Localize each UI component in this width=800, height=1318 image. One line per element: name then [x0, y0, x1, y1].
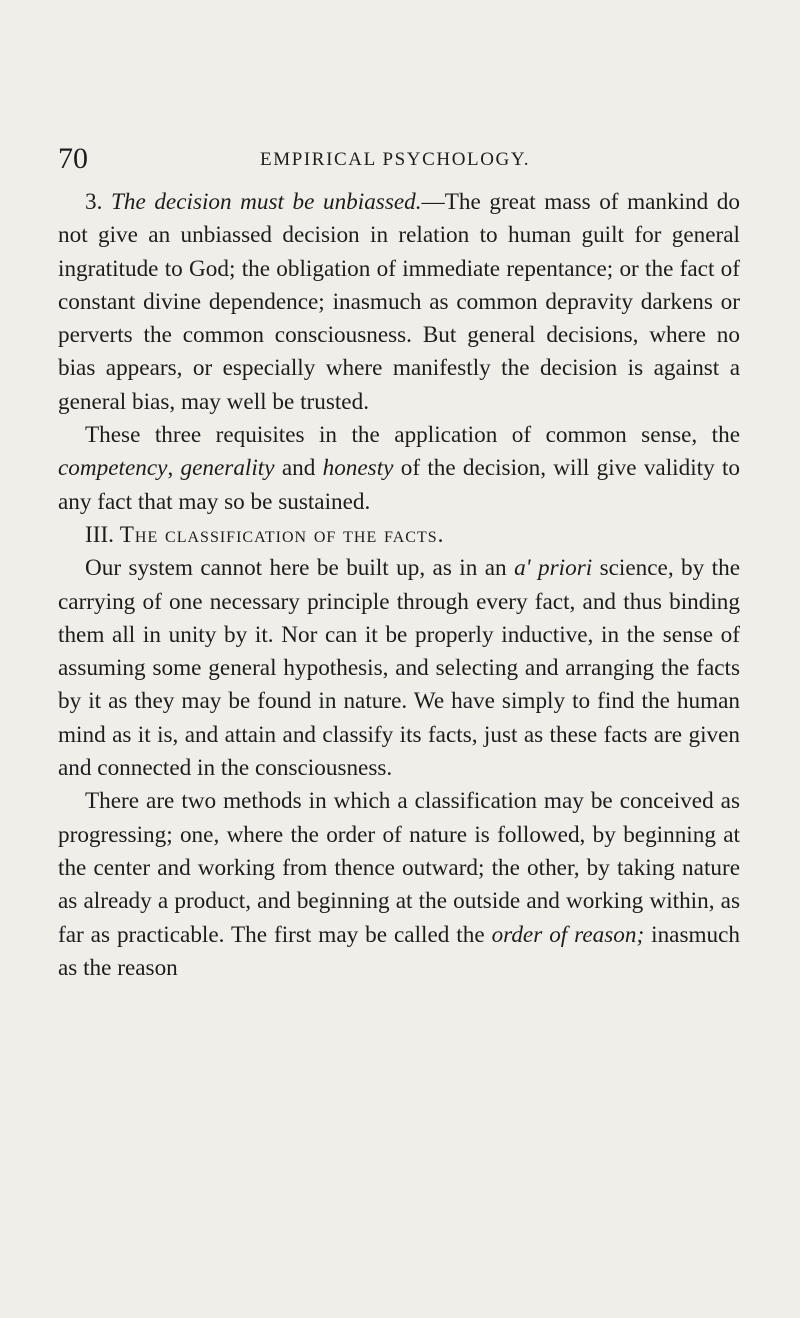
- paragraph-system: [58, 552, 740, 785]
- italic-heading: The decision must be unbiassed.: [110, 189, 422, 215]
- paragraph-text: science, by the carrying of one necessary principle through every fact, and thus binding them all in unity by it. Nor can it be properly inductive, in the sense of assuming some general hypothesis, and selecting and arranging the facts by it as they may be found in nature. We have simply to find the human mind as it is, and attain and classify its facts, just as these facts are given and connected in the consciousness.: [58, 555, 740, 782]
- italic-term-a-priori: a' priori: [514, 555, 593, 582]
- paragraph-text: ,: [167, 455, 181, 482]
- paragraph-number: 3.: [85, 189, 103, 215]
- paragraph-text: There are two methods in which a classification may be conceived as progressing; one, where the order of nature is followed, by beginning at the center and working from thence outward; the other, by taking nature as already a product, and beginning at the outside and working within, as far as practicable. The first may be called the: [58, 788, 740, 948]
- paragraph-two-methods: [58, 785, 740, 985]
- section-title: The classification of the facts.: [119, 521, 445, 548]
- section-heading: [58, 519, 740, 552]
- paragraph-text: and: [274, 455, 323, 482]
- body-text: [58, 186, 740, 985]
- section-numeral: III.: [85, 521, 114, 548]
- page-number: 70: [58, 142, 88, 175]
- paragraph-decision-unbiassed: [58, 186, 740, 419]
- italic-term-order-of-reason: order of reason;: [491, 921, 645, 948]
- italic-term-honesty: honesty: [322, 455, 394, 482]
- paragraph-text: of the decision, will give validity to any fact that may so be sustained.: [58, 455, 741, 515]
- running-title: EMPIRICAL PSYCHOLOGY.: [260, 149, 531, 170]
- paragraph-three-requisites: [58, 419, 740, 519]
- italic-term-generality: generality: [180, 455, 275, 482]
- italic-term-competency: competency: [58, 455, 168, 482]
- running-head: [58, 140, 740, 178]
- paragraph-text: inasmuch as the reason: [58, 921, 740, 981]
- paragraph-text: —The great mass of mankind do not give an unbiassed decision in relation to human guilt for general ingratitude to God; the obligation of immediate repentance; or the fact of constant divine dependence; inasmuch as common depravity darkens or perverts the common consciousness. But general decisions, where no bias appears, or especially where manifestly the decision is against a general bias, may well be trusted.: [58, 189, 740, 415]
- paragraph-text: Our system cannot here be built up, as in an: [85, 555, 515, 582]
- paragraph-text: These three requisites in the application of common sense, the: [85, 422, 740, 449]
